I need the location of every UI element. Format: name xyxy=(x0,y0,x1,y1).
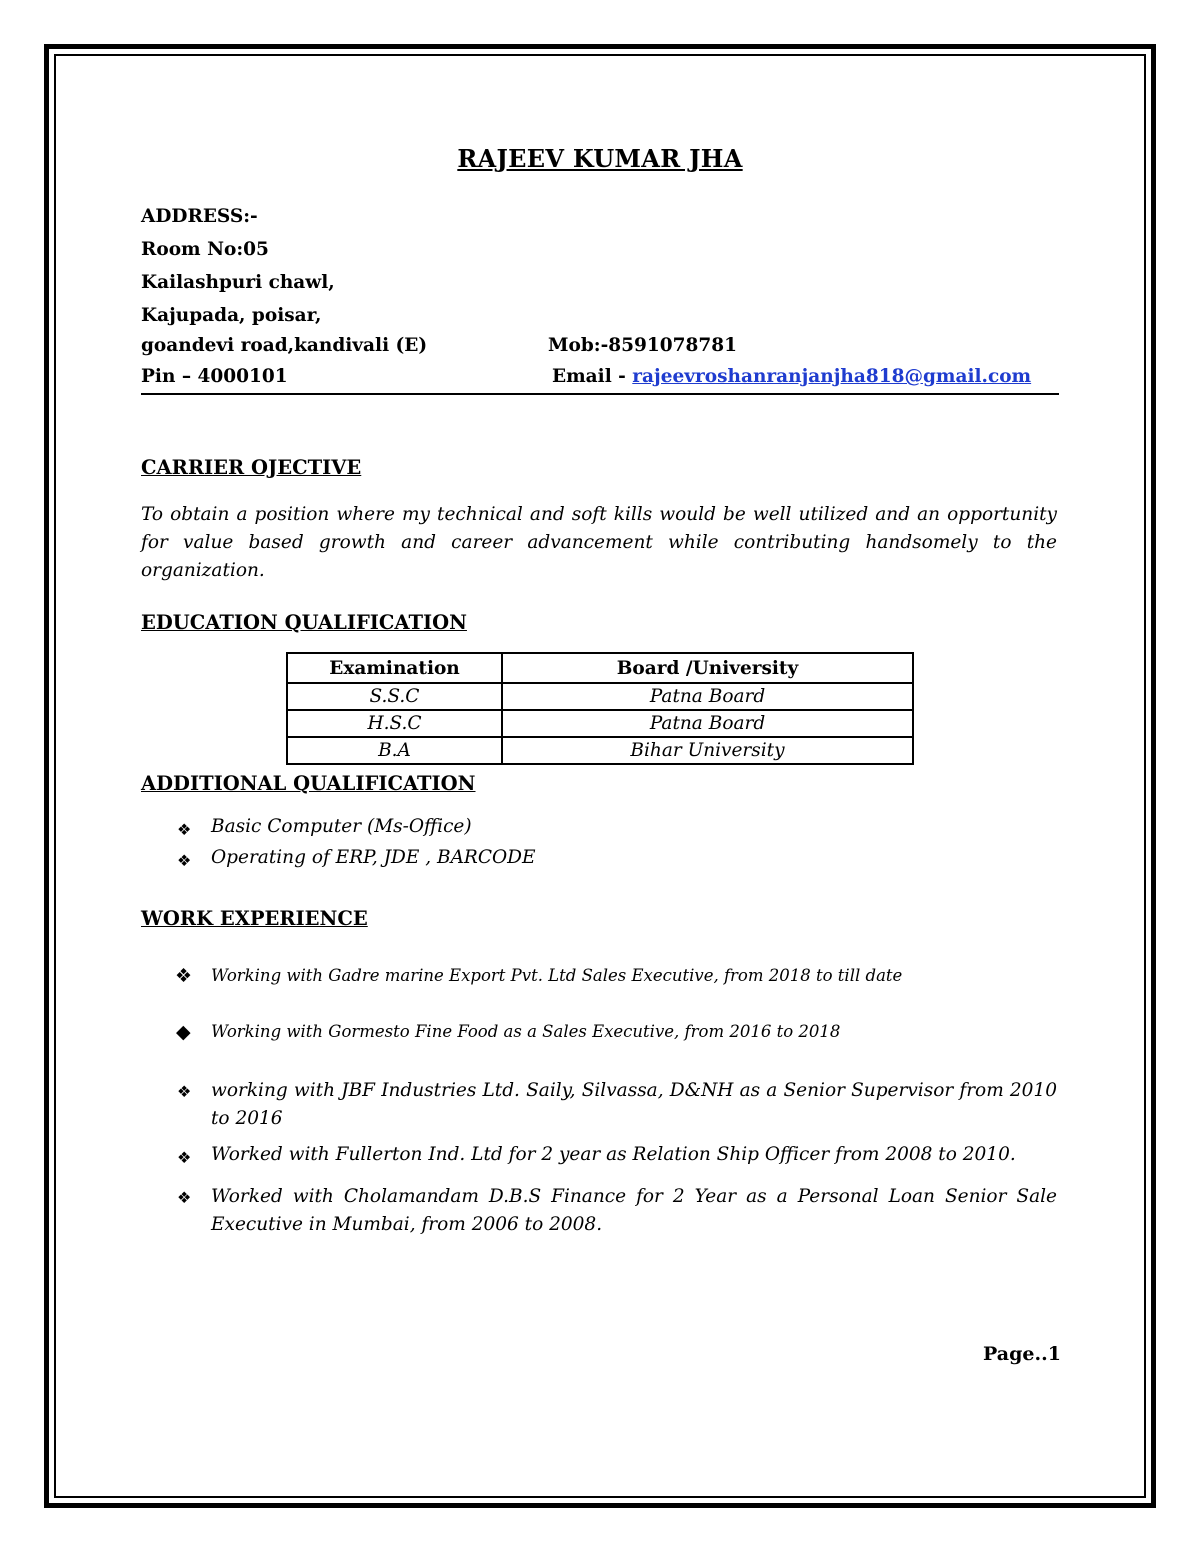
examination-cell: B.A xyxy=(287,737,502,764)
board-cell: Bihar University xyxy=(502,737,913,764)
work-heading: WORK EXPERIENCE xyxy=(141,907,368,930)
table-row xyxy=(287,683,913,710)
examination-cell: S.S.C xyxy=(287,683,502,710)
education-table-header xyxy=(287,653,913,683)
diamond-bullet-icon: ❖ xyxy=(177,1148,192,1167)
diamond-bullet-icon: ❖ xyxy=(177,1188,192,1207)
address-line-road: goandevi road,kandivali (E) xyxy=(141,335,428,356)
diamond-bullet-icon: ❖ xyxy=(175,965,193,987)
list-item: Operating of ERP, JDE , BARCODE xyxy=(211,847,536,868)
education-table xyxy=(286,652,914,765)
board-cell: Patna Board xyxy=(502,710,913,737)
column-header-examination: Examination xyxy=(287,653,502,683)
list-item: working with JBF Industries Ltd. Saily, Silvassa, D&NH as a Senior Supervisor from 2010 to 2016 xyxy=(211,1080,1057,1129)
email-link[interactable]: rajeevroshanranjanjha818@gmail.com xyxy=(632,366,1032,387)
additional-heading: ADDITIONAL QUALIFICATION xyxy=(141,772,476,795)
column-header-board: Board /University xyxy=(502,653,913,683)
diamond-bullet-icon: ❖ xyxy=(177,1082,192,1101)
address-line-chawl: Kailashpuri chawl, xyxy=(141,272,335,293)
education-heading: EDUCATION QUALIFICATION xyxy=(141,611,467,634)
mobile-number: Mob:-8591078781 xyxy=(548,335,737,356)
page-number: Page..1 xyxy=(983,1343,1061,1365)
list-item: Basic Computer (Ms-Office) xyxy=(211,816,472,837)
examination-cell: H.S.C xyxy=(287,710,502,737)
email-label: Email - xyxy=(552,366,633,387)
diamond-bullet-icon: ❖ xyxy=(177,851,192,870)
list-item: Worked with Fullerton Ind. Ltd for 2 year as Relation Ship Officer from 2008 to 2010. xyxy=(211,1144,1016,1165)
header-divider xyxy=(141,393,1059,395)
email-row xyxy=(552,366,1031,387)
address-line-room: Room No:05 xyxy=(141,239,269,260)
list-item: Worked with Cholamandam D.B.S Finance for 2 Year as a Personal Loan Senior Sale Executive in Mumbai, from 2006 to 2008. xyxy=(211,1186,1057,1235)
address-label: ADDRESS:- xyxy=(141,206,258,227)
objective-text: To obtain a position where my technical and soft kills would be well utilized and an opportunity for value based growth and career advancement while contributing handsomely to the organization. xyxy=(141,504,1057,581)
table-row xyxy=(287,737,913,764)
list-item: Working with Gadre marine Export Pvt. Ltd Sales Executive, from 2018 to till date xyxy=(211,966,903,985)
resume-name: RAJEEV KUMAR JHA xyxy=(457,144,743,173)
address-line-pin: Pin – 4000101 xyxy=(141,366,288,387)
address-line-locality: Kajupada, poisar, xyxy=(141,305,322,326)
list-item: Working with Gormesto Fine Food as a Sales Executive, from 2016 to 2018 xyxy=(211,1022,841,1041)
diamond-bullet-icon: ◆ xyxy=(176,1021,191,1043)
diamond-bullet-icon: ❖ xyxy=(177,820,192,839)
table-row xyxy=(287,710,913,737)
objective-heading: CARRIER OJECTIVE xyxy=(141,456,362,479)
board-cell: Patna Board xyxy=(502,683,913,710)
